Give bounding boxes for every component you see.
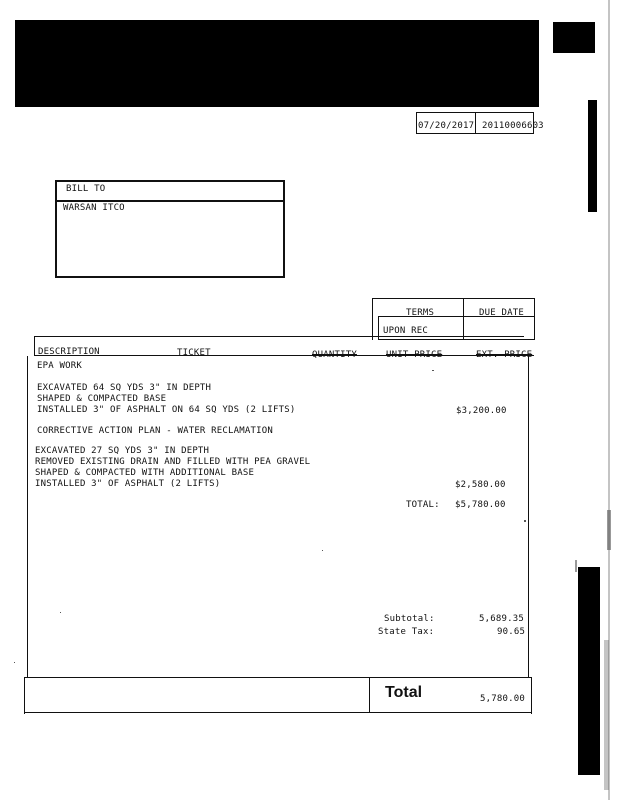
line-item-amount: $2,580.00 [455, 480, 506, 490]
footer-total-label: Total [385, 684, 423, 701]
column-header-quantity: QUANTITY [312, 350, 357, 360]
scan-edge-fragment [575, 560, 577, 572]
subtotal-label: Subtotal: [384, 614, 435, 624]
column-header-description: DESCRIPTION [38, 347, 100, 357]
terms-label: TERMS [406, 308, 435, 318]
line-item: EPA WORK [37, 361, 82, 371]
scan-bar-lower [578, 567, 600, 775]
line-item: EXCAVATED 27 SQ YDS 3" IN DEPTH [35, 446, 210, 456]
scan-speck [432, 370, 434, 371]
line-item: REMOVED EXISTING DRAIN AND FILLED WITH PEA GRAVEL [35, 457, 311, 467]
due-date-label: DUE DATE [479, 308, 524, 318]
column-header-unit-price: UNIT PRICE [386, 350, 443, 360]
bill-to-label: BILL TO [66, 184, 106, 194]
line-item: EXCAVATED 64 SQ YDS 3" IN DEPTH [37, 383, 212, 393]
bill-to-name: WARSAN ITCO [63, 203, 125, 213]
scan-bar-upper [588, 100, 597, 212]
redacted-header [15, 20, 539, 107]
line-item: SHAPED & COMPACTED BASE [37, 394, 167, 404]
invoice-number: 20110006603 [482, 121, 544, 131]
scan-speck [322, 550, 323, 551]
subtotal-value: 5,689.35 [479, 614, 524, 624]
scan-speck [524, 520, 526, 522]
scan-edge-fragment [604, 640, 609, 790]
line-item-amount: $3,200.00 [456, 406, 507, 416]
scan-speck [14, 662, 15, 663]
line-item: INSTALLED 3" OF ASPHALT (2 LIFTS) [35, 479, 221, 489]
line-item: CORRECTIVE ACTION PLAN - WATER RECLAMATION [37, 426, 273, 436]
tax-label: State Tax: [378, 627, 435, 637]
column-header-ticket: TICKET [177, 348, 211, 358]
redacted-corner [553, 22, 595, 53]
scan-speck [60, 612, 61, 613]
column-header-ext-price: EXT. PRICE [476, 350, 533, 360]
terms-value: UPON REC [383, 326, 428, 336]
scan-edge-fragment [607, 510, 611, 550]
footer-total-value: 5,780.00 [480, 694, 525, 704]
line-item: INSTALLED 3" OF ASPHALT ON 64 SQ YDS (2 LIFTS) [37, 405, 296, 415]
inline-total-value: $5,780.00 [455, 500, 506, 510]
invoice-date: 07/20/2017 [418, 121, 475, 131]
tax-value: 90.65 [497, 627, 526, 637]
line-item: SHAPED & COMPACTED WITH ADDITIONAL BASE [35, 468, 255, 478]
inline-total-label: TOTAL: [406, 500, 440, 510]
